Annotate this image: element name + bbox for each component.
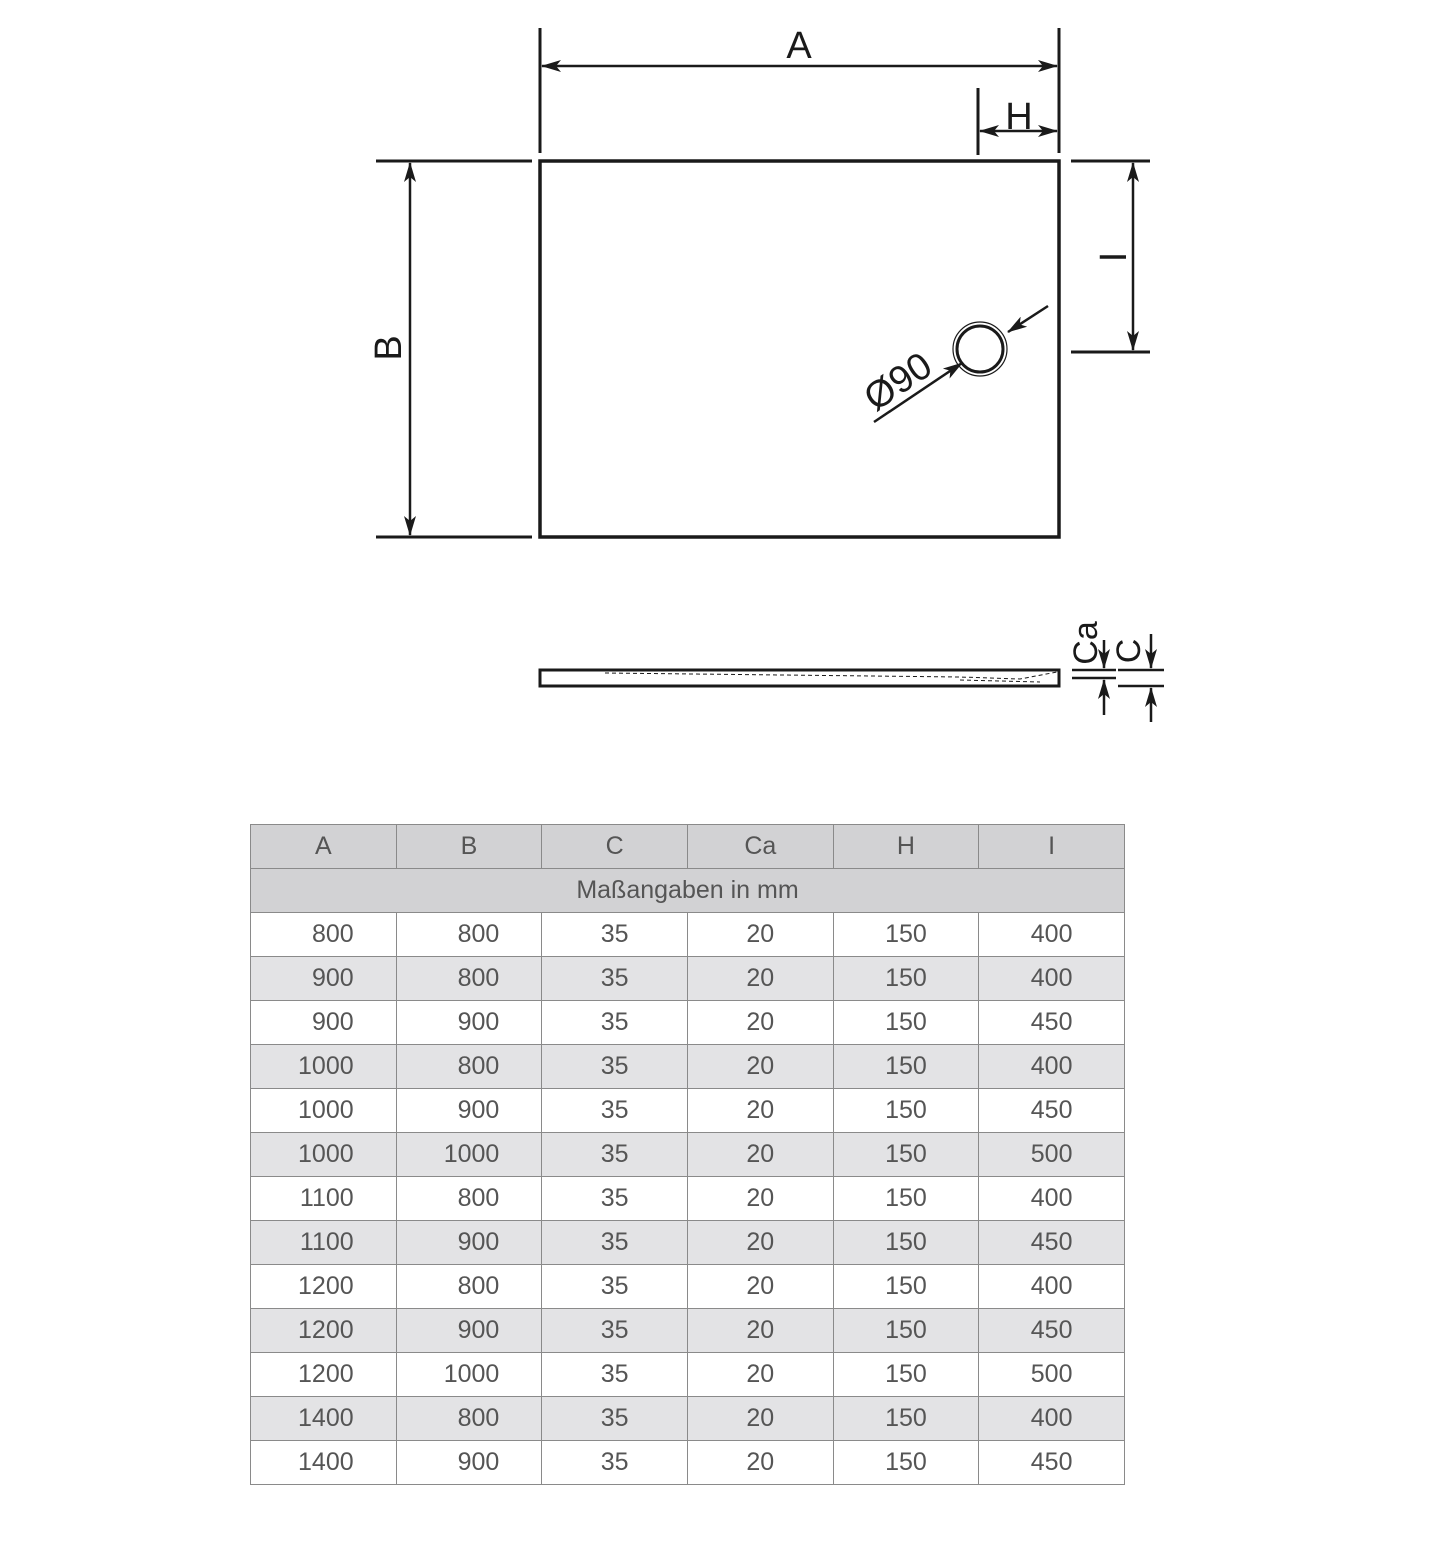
table-row (251, 913, 1125, 957)
cell-i: 500 (979, 1353, 1125, 1397)
cell-h: 150 (833, 1177, 979, 1221)
dimension-ca-label: Ca (1067, 621, 1105, 665)
cell-b: 900 (396, 1309, 542, 1353)
table-body (251, 913, 1125, 1485)
tray-top-view-outline (540, 161, 1059, 537)
cell-b: 800 (396, 957, 542, 1001)
cell-a: 1400 (251, 1397, 397, 1441)
table-row (251, 1397, 1125, 1441)
column-header-h: H (833, 825, 979, 869)
cell-a: 1000 (251, 1133, 397, 1177)
column-header-b: B (396, 825, 542, 869)
cell-ca: 20 (687, 1397, 833, 1441)
cell-i: 400 (979, 1397, 1125, 1441)
table-row (251, 1001, 1125, 1045)
drain-inner-circle (957, 326, 1003, 372)
table-row (251, 1309, 1125, 1353)
table-row (251, 1045, 1125, 1089)
cell-c: 35 (542, 957, 688, 1001)
cell-a: 1000 (251, 1089, 397, 1133)
dimension-i-label: I (1093, 251, 1135, 263)
unit-note-row (251, 869, 1125, 913)
tray-side-view (540, 670, 1059, 686)
cell-c: 35 (542, 1353, 688, 1397)
cell-b: 800 (396, 1397, 542, 1441)
cell-a: 1100 (251, 1221, 397, 1265)
cell-b: 1000 (396, 1133, 542, 1177)
dimension-c-label: C (1110, 638, 1148, 664)
cell-i: 450 (979, 1089, 1125, 1133)
column-header-c: C (542, 825, 688, 869)
cell-c: 35 (542, 1089, 688, 1133)
cell-a: 1000 (251, 1045, 397, 1089)
cell-b: 800 (396, 1045, 542, 1089)
cell-ca: 20 (687, 1265, 833, 1309)
cell-b: 800 (396, 913, 542, 957)
table-header-row (251, 825, 1125, 869)
cell-ca: 20 (687, 1221, 833, 1265)
dimension-a-label: A (786, 25, 812, 67)
table-row (251, 1177, 1125, 1221)
cell-c: 35 (542, 1133, 688, 1177)
dimension-c (1110, 634, 1164, 722)
cell-h: 150 (833, 1265, 979, 1309)
cell-i: 500 (979, 1133, 1125, 1177)
cell-i: 450 (979, 1441, 1125, 1485)
cell-c: 35 (542, 1265, 688, 1309)
cell-h: 150 (833, 1089, 979, 1133)
cell-h: 150 (833, 1045, 979, 1089)
column-header-i: I (979, 825, 1125, 869)
cell-c: 35 (542, 1045, 688, 1089)
cell-c: 35 (542, 1221, 688, 1265)
dimension-h-label: H (1005, 96, 1033, 138)
dimension-h (978, 88, 1057, 155)
cell-h: 150 (833, 913, 979, 957)
cell-ca: 20 (687, 1353, 833, 1397)
cell-b: 900 (396, 1441, 542, 1485)
cell-h: 150 (833, 1133, 979, 1177)
cell-h: 150 (833, 1309, 979, 1353)
dimension-table (250, 824, 1125, 1485)
drain-diameter-label: Ø90 (856, 344, 940, 420)
table-row (251, 957, 1125, 1001)
cell-a: 1200 (251, 1265, 397, 1309)
column-header-ca: Ca (687, 825, 833, 869)
table-row (251, 1221, 1125, 1265)
cell-h: 150 (833, 1397, 979, 1441)
cell-c: 35 (542, 1397, 688, 1441)
cell-h: 150 (833, 1353, 979, 1397)
cell-ca: 20 (687, 1001, 833, 1045)
cell-i: 450 (979, 1309, 1125, 1353)
cell-h: 150 (833, 1441, 979, 1485)
cell-i: 450 (979, 1001, 1125, 1045)
cell-i: 400 (979, 1265, 1125, 1309)
cell-c: 35 (542, 1177, 688, 1221)
dimension-a (540, 25, 1059, 153)
cell-ca: 20 (687, 1045, 833, 1089)
drain (857, 306, 1048, 422)
cell-a: 900 (251, 957, 397, 1001)
dimension-ca (1067, 621, 1116, 715)
cell-b: 900 (396, 1001, 542, 1045)
cell-c: 35 (542, 1441, 688, 1485)
cell-ca: 20 (687, 913, 833, 957)
dimension-b (368, 161, 532, 537)
table-row (251, 1265, 1125, 1309)
cell-ca: 20 (687, 1309, 833, 1353)
table-row (251, 1089, 1125, 1133)
cell-ca: 20 (687, 957, 833, 1001)
cell-a: 1200 (251, 1353, 397, 1397)
cell-i: 400 (979, 1045, 1125, 1089)
table-row (251, 1441, 1125, 1485)
cell-c: 35 (542, 1001, 688, 1045)
cell-c: 35 (542, 913, 688, 957)
cell-ca: 20 (687, 1089, 833, 1133)
cell-i: 450 (979, 1221, 1125, 1265)
cell-ca: 20 (687, 1133, 833, 1177)
cell-h: 150 (833, 957, 979, 1001)
cell-a: 900 (251, 1001, 397, 1045)
cell-ca: 20 (687, 1177, 833, 1221)
cell-i: 400 (979, 913, 1125, 957)
dimension-i (1071, 161, 1150, 352)
cell-a: 1100 (251, 1177, 397, 1221)
cell-b: 900 (396, 1089, 542, 1133)
cell-a: 1200 (251, 1309, 397, 1353)
cell-b: 900 (396, 1221, 542, 1265)
cell-h: 150 (833, 1001, 979, 1045)
cell-a: 800 (251, 913, 397, 957)
table-row (251, 1353, 1125, 1397)
table-row (251, 1133, 1125, 1177)
cell-ca: 20 (687, 1441, 833, 1485)
drain-outer-circle (953, 322, 1007, 376)
cell-i: 400 (979, 1177, 1125, 1221)
cell-a: 1400 (251, 1441, 397, 1485)
cell-i: 400 (979, 957, 1125, 1001)
column-header-a: A (251, 825, 397, 869)
cell-c: 35 (542, 1309, 688, 1353)
unit-note: Maßangaben in mm (251, 869, 1125, 913)
cell-b: 800 (396, 1265, 542, 1309)
tray-side-view-outline (540, 670, 1059, 686)
cell-b: 1000 (396, 1353, 542, 1397)
dimension-b-label: B (368, 335, 410, 361)
cell-h: 150 (833, 1221, 979, 1265)
cell-b: 800 (396, 1177, 542, 1221)
